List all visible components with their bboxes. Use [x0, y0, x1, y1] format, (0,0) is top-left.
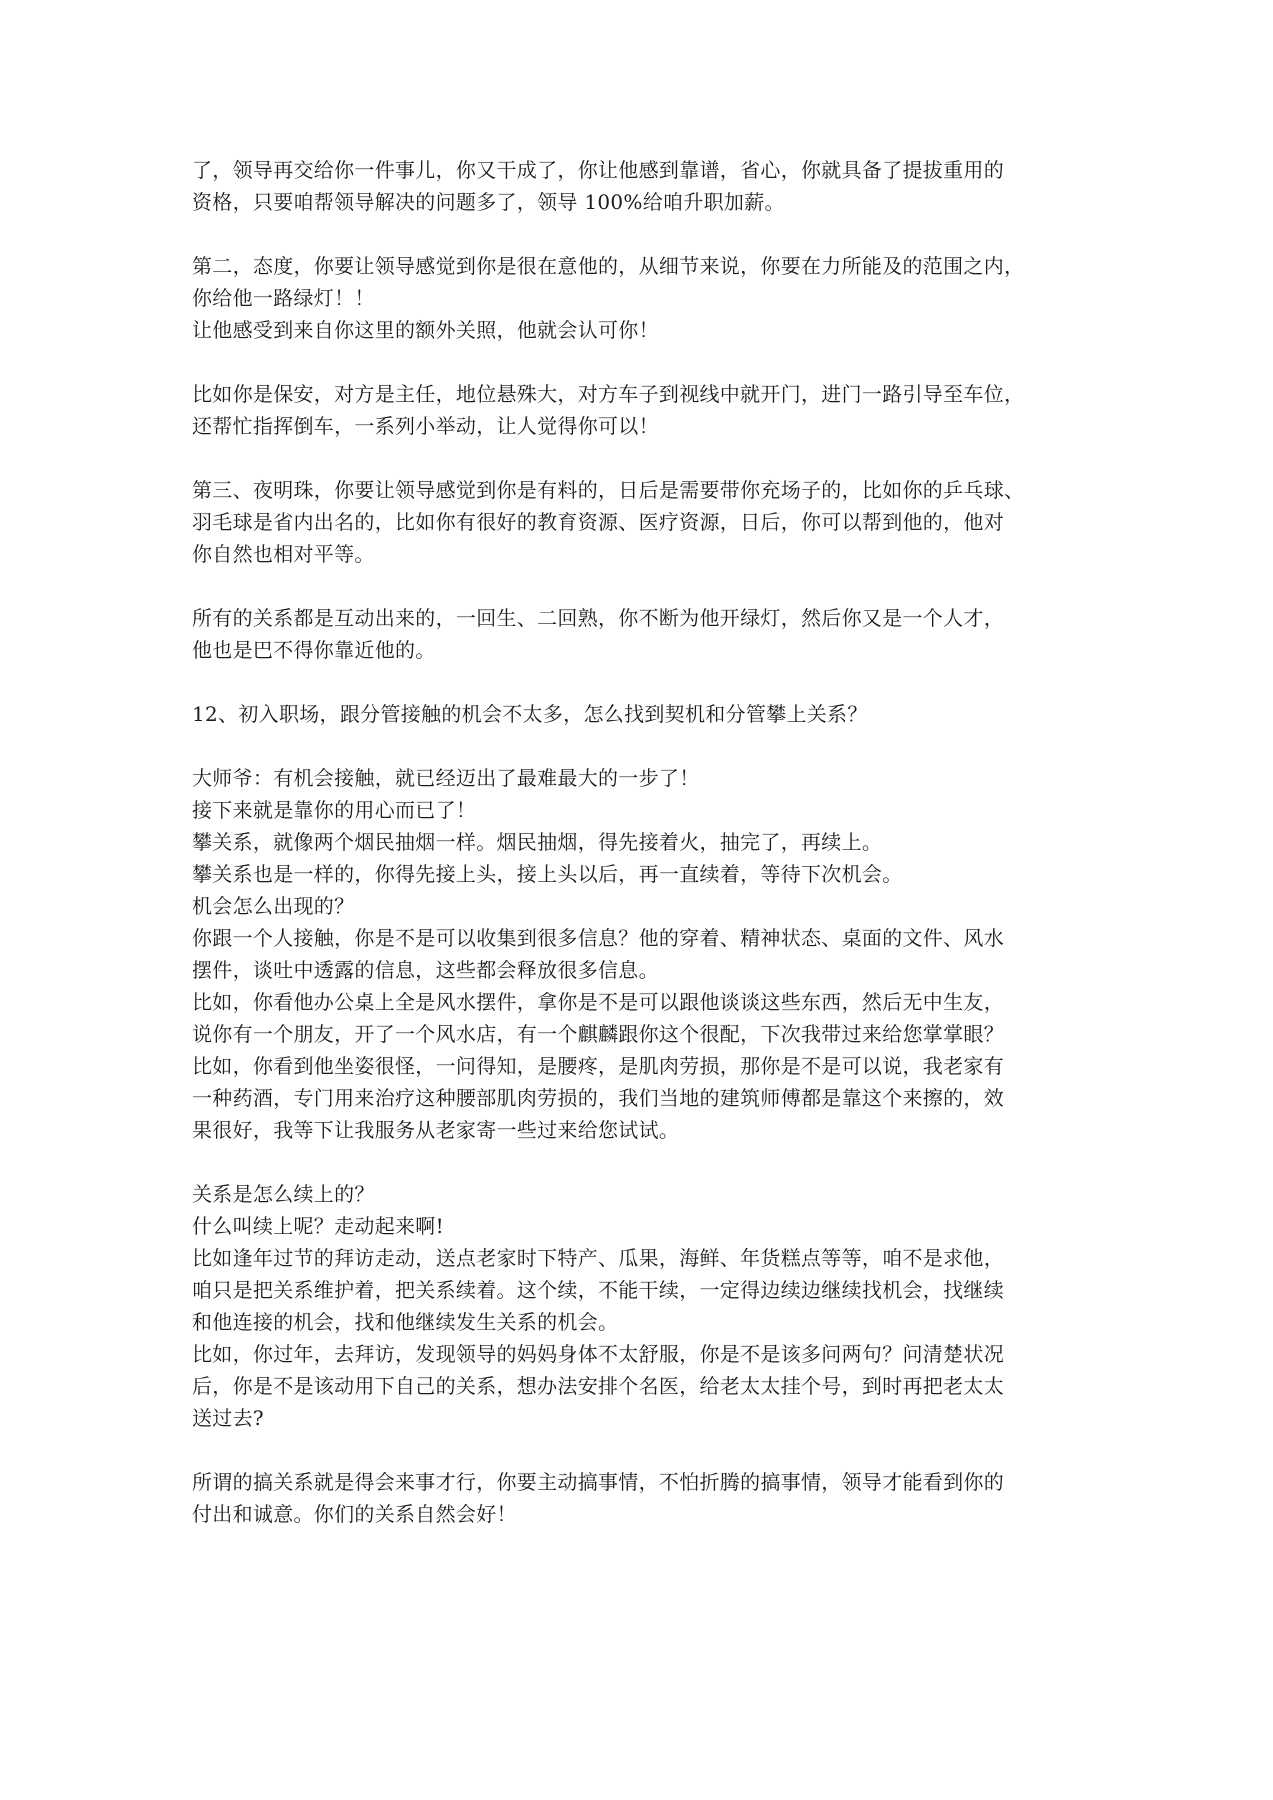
- paragraph: [192, 378, 1092, 442]
- text-line: 你自然也相对平等。: [192, 542, 375, 566]
- text-line: 比如，你过年，去拜访，发现领导的妈妈身体不太舒服，你是不是该多问两句？问清楚状况: [192, 1342, 1004, 1366]
- text-line: 第三、夜明珠，你要让领导感觉到你是有料的，日后是需要带你充场子的，比如你的乒乓球、: [192, 478, 1025, 502]
- paragraph: [192, 762, 1092, 1146]
- text-line: 果很好，我等下让我服务从老家寄一些过来给您试试。: [192, 1118, 680, 1142]
- text-line: 资格，只要咱帮领导解决的问题多了，领导 100%给咱升职加薪。: [192, 190, 785, 214]
- text-line: 第二，态度，你要让领导感觉到你是很在意他的，从细节来说，你要在力所能及的范围之内，: [192, 254, 1025, 278]
- text-line: 还帮忙指挥倒车，一系列小举动，让人觉得你可以！: [192, 414, 659, 438]
- text-line: 攀关系也是一样的，你得先接上头，接上头以后，再一直续着，等待下次机会。: [192, 862, 903, 886]
- paragraph: [192, 250, 1092, 346]
- text-line: 机会怎么出现的？: [192, 894, 355, 918]
- text-line: 付出和诚意。你们的关系自然会好！: [192, 1502, 517, 1526]
- text-line: 攀关系，就像两个烟民抽烟一样。烟民抽烟，得先接着火，抽完了，再续上。: [192, 830, 883, 854]
- text-line: 12、初入职场，跟分管接触的机会不太多，怎么找到契机和分管攀上关系？: [192, 702, 868, 726]
- text-line: 所谓的搞关系就是得会来事才行，你要主动搞事情，不怕折腾的搞事情，领导才能看到你的: [192, 1470, 1004, 1494]
- document-body: [192, 154, 1092, 1562]
- text-line: 你跟一个人接触，你是不是可以收集到很多信息？他的穿着、精神状态、桌面的文件、风水: [192, 926, 1004, 950]
- text-line: 说你有一个朋友，开了一个风水店，有一个麒麟跟你这个很配，下次我带过来给您掌掌眼？: [192, 1022, 1004, 1046]
- text-line: 后，你是不是该动用下自己的关系，想办法安排个名医，给老太太挂个号，到时再把老太太: [192, 1374, 1004, 1398]
- text-line: 一种药酒，专门用来治疗这种腰部肌肉劳损的，我们当地的建筑师傅都是靠这个来擦的，效: [192, 1086, 1004, 1110]
- paragraph: [192, 602, 1092, 666]
- text-line: 送过去?: [192, 1406, 264, 1430]
- text-line: 什么叫续上呢？走动起来啊!: [192, 1214, 444, 1238]
- text-line: 让他感受到来自你这里的额外关照，他就会认可你！: [192, 318, 659, 342]
- text-line: 所有的关系都是互动出来的，一回生、二回熟，你不断为他开绿灯，然后你又是一个人才，: [192, 606, 1004, 630]
- text-line: 比如逢年过节的拜访走动，送点老家时下特产、瓜果，海鲜、年货糕点等等，咱不是求他，: [192, 1246, 1004, 1270]
- text-line: 和他连接的机会，找和他继续发生关系的机会。: [192, 1310, 619, 1334]
- paragraph: [192, 154, 1092, 218]
- text-line: 你给他一路绿灯！！: [192, 286, 375, 310]
- text-line: 关系是怎么续上的？: [192, 1182, 375, 1206]
- paragraph: [192, 474, 1092, 570]
- paragraph: [192, 1466, 1092, 1530]
- text-line: 比如，你看他办公桌上全是风水摆件，拿你是不是可以跟他谈谈这些东西，然后无中生友，: [192, 990, 1004, 1014]
- text-line: 比如你是保安，对方是主任，地位悬殊大，对方车子到视线中就开门，进门一路引导至车位，: [192, 382, 1025, 406]
- paragraph: [192, 1178, 1092, 1434]
- text-line: 比如，你看到他坐姿很怪，一问得知，是腰疼，是肌肉劳损，那你是不是可以说，我老家有: [192, 1054, 1004, 1078]
- text-line: 摆件，谈吐中透露的信息，这些都会释放很多信息。: [192, 958, 659, 982]
- text-line: 咱只是把关系维护着，把关系续着。这个续，不能干续，一定得边续边继续找机会，找继续: [192, 1278, 1004, 1302]
- text-line: 了，领导再交给你一件事儿，你又干成了，你让他感到靠谱，省心，你就具备了提拔重用的: [192, 158, 1004, 182]
- text-line: 大师爷：有机会接触，就已经迈出了最难最大的一步了！: [192, 766, 700, 790]
- paragraph: [192, 698, 1092, 730]
- text-line: 接下来就是靠你的用心而已了！: [192, 798, 477, 822]
- text-line: 他也是巴不得你靠近他的。: [192, 638, 436, 662]
- text-line: 羽毛球是省内出名的，比如你有很好的教育资源、医疗资源，日后，你可以帮到他的，他对: [192, 510, 1004, 534]
